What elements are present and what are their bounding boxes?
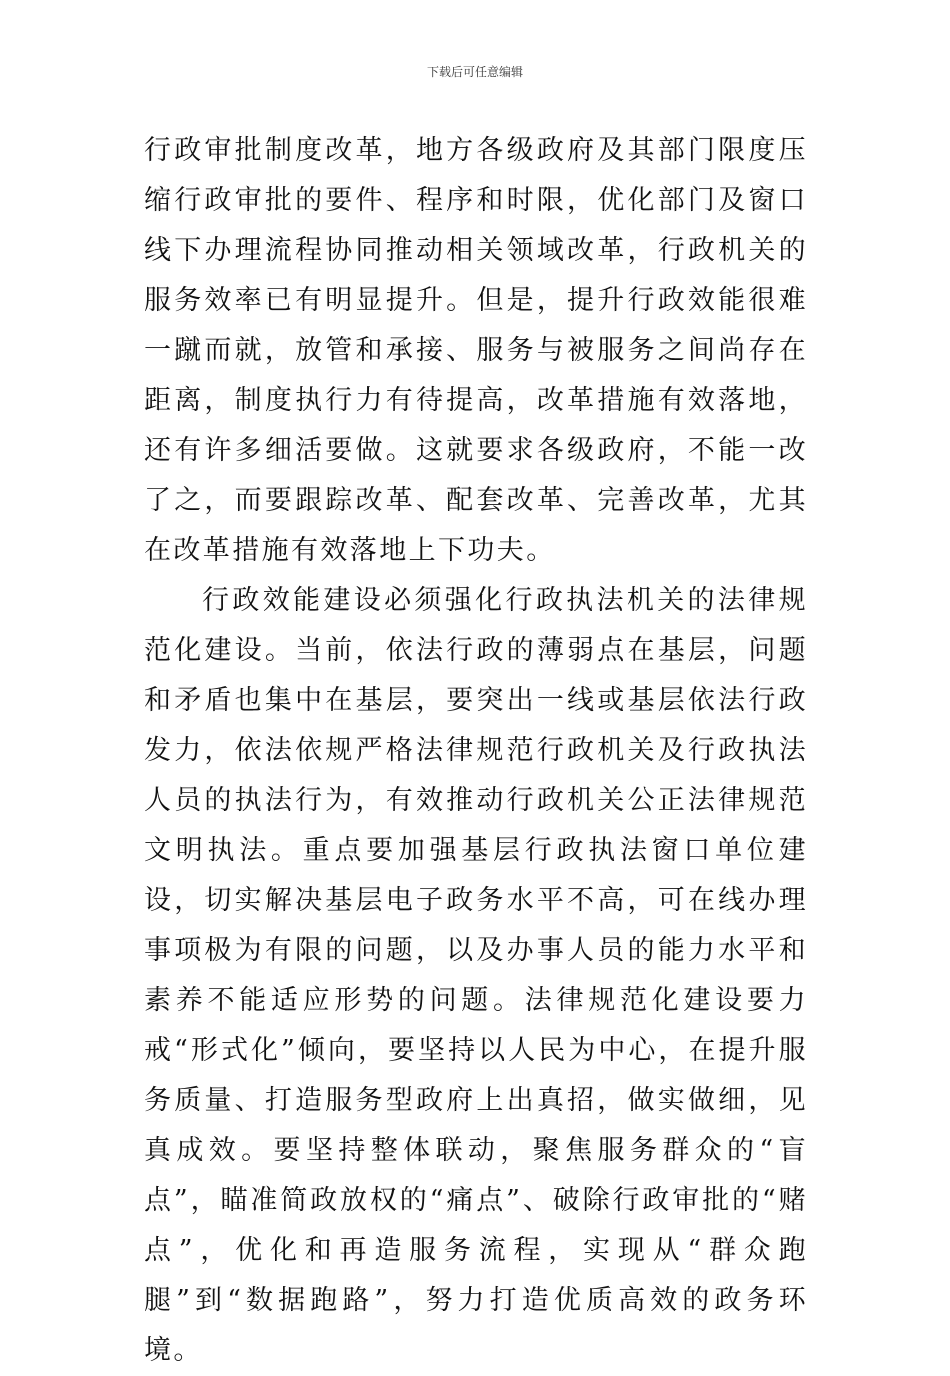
paragraph-administrative-efficiency: 行政效能建设必须强化行政执法机关的法律规范化建设。当前，依法行政的薄弱点在基层，问题和矛盾也集中在基层，要突出一线或基层依法行政发力，依法依规严格法律规范行政机关及行政执法人员的执法行为，有效推动行政机关公正法律规范文明执法。重点要加强基层行政执法窗口单位建设，切实解决基层电子政务水平不高，可在线办理事项极为有限的问题，以及办事人员的能力水平和素养不能适应形势的问题。法律规范化建设要力戒“形式化”倾向，要坚持以人民为中心，在提升服务质量、打造服务型政府上出真招，做实做细，见真成效。要坚持整体联动，聚焦服务群众的“盲点”，瞄准简政放权的“痛点”、破除行政审批的“赌点”，优化和再造服务流程，实现从“群众跑腿”到“数据跑路”，努力打造优质高效的政务环境。 [144,585,808,1366]
document-body [144,126,808,1376]
paragraph-continuation: 行政审批制度改革，地方各级政府及其部门限度压缩行政审批的要件、程序和时限，优化部门及窗口线下办理流程协同推动相关领域改革，行政机关的服务效率已有明显提升。但是，提升行政效能很难一蹴而就，放管和承接、服务与被服务之间尚存在距离，制度执行力有待提高，改革措施有效落地，还有许多细活要做。这就要求各级政府，不能一改了之，而要跟踪改革、配套改革、完善改革，尤其在改革措施有效落地上下功夫。 [144,135,808,566]
page-header: 下载后可任意编辑 [426,65,523,79]
